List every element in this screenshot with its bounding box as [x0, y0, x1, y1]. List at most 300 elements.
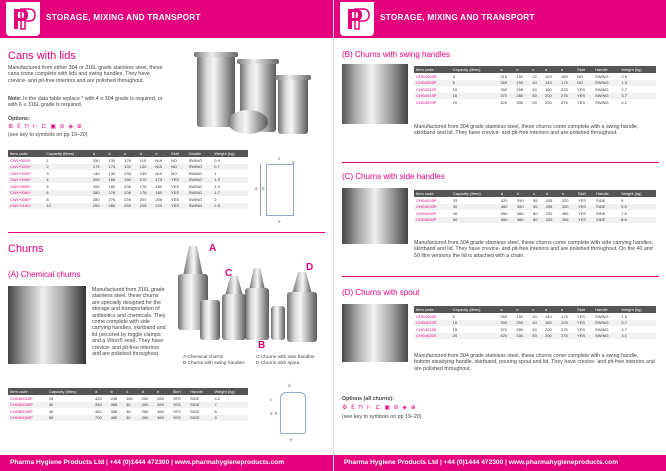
- side-table-body: [414, 197, 656, 223]
- table-cell: 40: [452, 210, 458, 216]
- cans-note-text: In the data table replace * with 4 ≡ 304 grade is required, or with 6 ≡ 316L grade is required.: [8, 96, 163, 109]
- table-cell: 480: [109, 415, 125, 422]
- table-cell: 260: [155, 402, 171, 409]
- table-cell: 280: [107, 203, 123, 210]
- table-cell: 225: [559, 320, 575, 327]
- table-cell: SIDE: [188, 415, 212, 422]
- table-cell: 360: [157, 408, 164, 414]
- table-cell: 700: [93, 415, 109, 422]
- item-code-cell: CWL*0080*: [10, 196, 31, 202]
- table-cell: 10: [452, 86, 458, 92]
- table-cell: 150: [543, 320, 559, 327]
- table-cell: 5: [451, 80, 499, 87]
- item-code-cell: CHG4005S: [416, 313, 437, 319]
- table-row: [8, 415, 248, 422]
- table-cell: 176: [138, 190, 154, 197]
- page-header: [334, 0, 666, 38]
- col-header: Item code: [8, 388, 47, 395]
- table-cell: SIDE: [190, 395, 200, 401]
- table-cell: YES: [169, 190, 187, 197]
- col-header: Item code: [8, 150, 44, 157]
- item-code-cell: CWL*0020*: [8, 164, 44, 171]
- table-cell: 275: [559, 333, 575, 340]
- table-cell: 120: [138, 164, 154, 171]
- col-header: c: [531, 190, 544, 197]
- table-cell: SIDE: [596, 197, 606, 203]
- table-cell: 170: [138, 177, 154, 184]
- col-header: d: [543, 66, 559, 73]
- table-cell: 258: [516, 86, 524, 92]
- cans-table-header: [8, 150, 248, 157]
- item-code-cell: CHG4025P: [416, 197, 437, 203]
- table-cell: 30: [124, 402, 140, 409]
- table-cell: 110: [139, 157, 147, 163]
- table-cell: 2.7: [621, 86, 627, 92]
- col-header: Handle: [593, 306, 619, 313]
- table-cell: SWING: [188, 170, 203, 176]
- table-cell: 140: [545, 313, 552, 319]
- table-cell: 260: [141, 408, 149, 414]
- item-code-cell: CHG4003P: [416, 73, 437, 79]
- table-cell: 120: [545, 73, 552, 79]
- table-cell: 265: [498, 80, 514, 87]
- table-cell: 80: [531, 217, 544, 224]
- table-cell: 2: [44, 164, 91, 171]
- churn-d-photo: [287, 292, 317, 342]
- cans-note: [8, 96, 168, 109]
- dim-label-b2: b: [275, 411, 278, 416]
- table-cell: 275: [559, 93, 575, 100]
- cans-options-ref: (see key to symbols on pp 19–20): [8, 132, 88, 138]
- table-cell: 205: [545, 197, 553, 203]
- table-cell: 480: [515, 217, 531, 224]
- churn-legend-left: [183, 355, 255, 367]
- table-cell: 50: [532, 99, 537, 105]
- dim-label-e: e: [278, 219, 281, 224]
- table-cell: SWING: [188, 196, 203, 202]
- table-cell: 200: [543, 93, 559, 100]
- table-cell: 160: [545, 86, 552, 92]
- table-cell: 355: [560, 217, 576, 224]
- table-cell: SIDE: [190, 408, 200, 414]
- table-cell: 250: [514, 320, 530, 327]
- table-cell: 125: [124, 157, 131, 163]
- options-all-ref: (see key to symbols on pp 19–20): [342, 414, 422, 420]
- table-cell: 2: [214, 196, 217, 202]
- item-code-cell: CHG4005P: [414, 80, 451, 87]
- item-code-cell: CHG60040P: [10, 408, 33, 414]
- table-cell: 220: [544, 217, 560, 224]
- table-cell: 175: [561, 313, 568, 319]
- col-header: a: [498, 306, 514, 313]
- table-cell: 425: [95, 395, 102, 401]
- col-header: a: [93, 388, 109, 395]
- table-cell: 330: [93, 402, 109, 409]
- table-row: [414, 217, 656, 224]
- table-cell: 215: [500, 73, 508, 79]
- cans-note-label: Note:: [8, 96, 22, 102]
- item-code-cell: CWL*0030*: [10, 170, 31, 176]
- table-cell: 135: [124, 170, 131, 176]
- table-cell: 55: [532, 197, 538, 203]
- table-cell: 30: [451, 204, 499, 211]
- table-cell: 275: [561, 326, 568, 332]
- table-cell: 220: [153, 203, 169, 210]
- table-cell: NO: [171, 157, 178, 163]
- churn-b-neck: [249, 268, 265, 290]
- col-header: Skirt: [575, 306, 593, 313]
- photo-letter-a: A: [209, 243, 217, 254]
- table-cell: 40: [532, 313, 537, 319]
- col-header: b: [514, 306, 530, 313]
- table-cell: 350: [515, 204, 531, 211]
- table-cell: YES: [172, 408, 181, 414]
- table-cell: 360: [155, 415, 171, 422]
- table-cell: 290: [91, 203, 107, 210]
- cans-options-icons: ⚙ ℇ ⊓ ⊢ ⊏ ▣ ⊘ ◈ ⊕: [8, 124, 83, 130]
- table-cell: 5: [452, 313, 455, 319]
- table-cell: YES: [575, 320, 593, 327]
- table-cell: 4.1: [621, 99, 627, 105]
- table-cell: 200: [141, 395, 149, 401]
- table-cell: 50: [47, 415, 93, 422]
- table-cell: 15: [452, 326, 458, 332]
- spout-table-body: [414, 313, 656, 339]
- item-code-cell: CHG4010S: [414, 320, 451, 327]
- side-churn-photo: [342, 188, 408, 244]
- table-cell: 280: [91, 190, 107, 197]
- chem-churns-table: [8, 388, 248, 421]
- table-cell: 1: [214, 170, 217, 176]
- table-cell: 200: [139, 196, 147, 202]
- table-cell: SIDE: [596, 210, 606, 216]
- table-cell: 206: [155, 196, 163, 202]
- col-header: Item code: [414, 306, 451, 313]
- table-cell: 15: [451, 93, 499, 100]
- table-cell: YES: [577, 99, 586, 105]
- table-cell: 2.7: [619, 320, 656, 327]
- table-cell: 9: [212, 415, 248, 422]
- table-cell: 225: [561, 86, 568, 92]
- cans-title: Cans with lids: [8, 50, 76, 62]
- table-cell: 190: [514, 80, 530, 87]
- dim-label-d: d: [292, 160, 295, 165]
- table-cell: 176: [139, 183, 147, 189]
- table-cell: NO: [169, 164, 187, 171]
- table-cell: YES: [171, 183, 180, 189]
- table-cell: SWING: [595, 99, 609, 105]
- table-cell: 150: [92, 157, 100, 163]
- table-cell: 30: [124, 415, 140, 422]
- table-cell: SWING: [187, 164, 213, 171]
- table-cell: 200: [543, 333, 559, 340]
- table-cell: 200: [140, 402, 156, 409]
- can-dimension-drawing: [266, 164, 294, 216]
- col-header: a: [91, 150, 107, 157]
- table-cell: 259: [122, 203, 138, 210]
- table-cell: 4.1: [619, 333, 656, 340]
- col-header: Weight (kg): [212, 388, 248, 395]
- table-cell: 290: [516, 197, 524, 203]
- col-header: Capacity (litres): [451, 190, 499, 197]
- table-cell: 40: [530, 320, 543, 327]
- table-cell: 2.5: [212, 203, 248, 210]
- table-cell: YES: [577, 210, 586, 216]
- table-cell: 200: [545, 326, 552, 332]
- dim-label-c2: c: [270, 397, 273, 402]
- table-cell: 0.7: [212, 164, 248, 171]
- table-cell: 30: [47, 402, 93, 409]
- table-cell: YES: [577, 197, 586, 203]
- table-cell: 330: [514, 333, 530, 340]
- table-cell: 25: [452, 197, 458, 203]
- dim-label-d2: d: [288, 383, 291, 388]
- cans-table-body: [8, 157, 248, 209]
- table-cell: 40: [532, 86, 537, 92]
- section-divider: [8, 232, 325, 233]
- churn-a-neck: [183, 246, 203, 276]
- col-header: b: [514, 66, 530, 73]
- col-header: e: [559, 66, 575, 73]
- spout-churns-title: (D) Churns with spout: [342, 288, 420, 297]
- table-cell: 173: [153, 177, 169, 184]
- table-cell: YES: [577, 313, 586, 319]
- table-cell: 1.3: [212, 177, 248, 184]
- table-cell: 3.7: [621, 326, 627, 332]
- table-cell: YES: [171, 402, 188, 409]
- item-code-cell: CHG4020P: [416, 99, 437, 105]
- table-cell: 5.5: [619, 204, 656, 211]
- col-header: Weight (kg): [619, 66, 656, 73]
- item-code-cell: CHG4020S: [414, 333, 451, 340]
- swing-table-header: [414, 66, 656, 73]
- chem-churn-photo: [8, 286, 86, 364]
- item-code-cell: CHG4050P: [414, 217, 451, 224]
- table-cell: 40: [48, 408, 54, 414]
- col-header: Handle: [188, 388, 212, 395]
- cans-table: [8, 150, 248, 209]
- photo-letter-c: C: [225, 268, 233, 279]
- table-cell: 15: [48, 395, 54, 401]
- table-cell: SWING: [593, 93, 619, 100]
- table-cell: 200: [91, 177, 107, 184]
- table-cell: 265: [500, 313, 508, 319]
- table-cell: SWING: [187, 177, 213, 184]
- col-header: Handle: [593, 66, 619, 73]
- col-header: d: [140, 388, 156, 395]
- table-cell: 175: [559, 80, 575, 87]
- table-cell: 388: [109, 402, 125, 409]
- table-cell: YES: [172, 395, 181, 401]
- cans-intro: Manufactured from either 304 or 316L grade stainless steel, these cans come complete with lids and swing handles. They have crevice- and pit-free interiors and are polished throughout.: [8, 65, 163, 84]
- legend-d: D Churns with spout: [256, 361, 300, 366]
- table-cell: 30: [126, 408, 131, 414]
- brand-logo: [340, 2, 374, 36]
- table-cell: 276: [107, 190, 123, 197]
- table-cell: 175: [91, 164, 107, 171]
- chem-churns-title: (A) Chemical churns: [8, 270, 81, 279]
- item-code-cell: CHG60050P: [8, 415, 47, 422]
- table-cell: 4.2: [214, 395, 220, 401]
- table-cell: 280: [514, 93, 530, 100]
- table-cell: YES: [169, 203, 187, 210]
- table-cell: 140: [543, 80, 559, 87]
- table-cell: SWING: [188, 183, 203, 189]
- col-header: Weight (kg): [619, 190, 656, 197]
- chem-churns-text: Manufactured from 316L grade stainless steel, these churns are specially designed for the storage and transportation of antibiotics and chemicals. They come complete with side carrying handles, skirtband and lid (secured by toggle clamps and a Viton® seal). They have crevice- and pit-free interiors and are polished throughout.: [92, 287, 166, 358]
- col-header: d: [138, 150, 154, 157]
- col-header: e: [155, 388, 171, 395]
- table-cell: 42: [532, 73, 537, 79]
- col-header: Handle: [594, 190, 619, 197]
- table-cell: 420: [500, 197, 508, 203]
- cans-options-label: Options:: [8, 116, 30, 122]
- table-cell: 248: [110, 395, 118, 401]
- table-cell: 7: [212, 402, 248, 409]
- table-cell: 190: [122, 177, 138, 184]
- col-header: d: [544, 190, 560, 197]
- table-cell: 280: [92, 196, 100, 202]
- col-header: Capacity (litres): [451, 306, 499, 313]
- swing-churns-table: [414, 66, 656, 106]
- table-cell: 7.8: [621, 210, 627, 216]
- section-divider: [342, 162, 659, 163]
- spout-table-header: [414, 306, 656, 313]
- table-cell: 360: [516, 210, 524, 216]
- table-cell: 8: [214, 408, 217, 414]
- table-cell: 370: [500, 326, 508, 332]
- spout-churns-text: Manufactured from 304 grade stainless steel, these churns come complete with a swing handle, bottom steadying handle, skirtband, pouring spout and lid. They have crevice- and pit-free interiors and are polished throughout.: [414, 353, 655, 372]
- table-cell: 206: [124, 183, 131, 189]
- table-cell: 1: [46, 157, 49, 163]
- page-footer: Pharma Hygiene Products Ltd | +44 (0)1444 472300 | www.pharmahygieneproducts.com: [334, 455, 666, 471]
- table-cell: YES: [577, 326, 586, 332]
- table-cell: 40: [532, 326, 537, 332]
- table-cell: 20: [451, 333, 499, 340]
- item-code-cell: CHG4015S: [416, 326, 437, 332]
- col-header: Skirt: [171, 388, 188, 395]
- brand-logo: [6, 2, 40, 36]
- churns-title: Churns: [8, 243, 44, 255]
- table-cell: SWING: [593, 80, 619, 87]
- table-cell: 320: [561, 197, 569, 203]
- swing-churns-text: Manufactured from 304 grade stainless steel, these churns come complete with a swing handle, skirtband and lid. They have crevice- and pit-free interiors and are polished throughout.: [414, 124, 639, 137]
- table-cell: 200: [92, 183, 100, 189]
- table-cell: 330: [500, 86, 508, 92]
- table-cell: 50: [451, 217, 499, 224]
- item-code-cell: CWL*0060*: [8, 190, 44, 197]
- table-cell: 190: [516, 73, 524, 79]
- table-cell: N/A: [155, 157, 163, 163]
- col-header: Item code: [414, 66, 451, 73]
- table-cell: 320: [560, 204, 576, 211]
- table-cell: 3: [452, 73, 455, 79]
- table-cell: 50: [530, 93, 543, 100]
- col-header: b: [515, 190, 531, 197]
- item-code-cell: CHG4030P: [414, 204, 451, 211]
- churn-d-neck: [292, 272, 312, 294]
- table-cell: 180: [108, 183, 116, 189]
- table-cell: NO: [577, 73, 584, 79]
- dim-line-a: [260, 164, 261, 216]
- legend-c: C Churns with side handles: [256, 355, 315, 360]
- side-table-header: [414, 190, 656, 197]
- col-header: Skirt: [169, 150, 187, 157]
- col-header: Weight (kg): [212, 150, 248, 157]
- dim-label-b: b: [262, 186, 265, 191]
- table-cell: 0.4: [214, 157, 220, 163]
- right-page: [333, 0, 666, 471]
- item-code-cell: CHG60015P: [10, 395, 33, 401]
- item-code-cell: CHG60030P: [8, 402, 47, 409]
- table-cell: SIDE: [188, 402, 212, 409]
- table-cell: SWING: [188, 157, 203, 163]
- table-cell: 155: [561, 73, 568, 79]
- col-header: c: [124, 388, 140, 395]
- section-divider: [342, 276, 659, 277]
- table-cell: 0.9: [621, 73, 627, 79]
- col-header: a: [499, 190, 515, 197]
- table-cell: YES: [575, 93, 593, 100]
- can-large-lid: [194, 52, 238, 57]
- table-cell: SWING: [595, 326, 609, 332]
- table-cell: 130: [108, 157, 116, 163]
- col-header: c: [530, 66, 543, 73]
- table-cell: SIDE: [594, 204, 619, 211]
- legend-b: B Churns with swing handles: [183, 361, 245, 366]
- table-cell: 1.5: [621, 313, 627, 319]
- table-cell: NO: [575, 80, 593, 87]
- table-cell: 160: [126, 395, 133, 401]
- col-header: Capacity (litres): [451, 66, 499, 73]
- col-header: Capacity (litres): [44, 150, 91, 157]
- side-churns-text: Manufactured from 304 grade stainless steel, these churns come complete with side carrying handles, skirtband and lid. They have crevice- and pit-free interiors and are polished throughout. On the 40 and 50 litre versions the lid is attached with a chain.: [414, 240, 654, 259]
- table-cell: 130: [122, 164, 138, 171]
- table-cell: 6: [44, 190, 91, 197]
- item-code-cell: CHG4010P: [416, 86, 437, 92]
- legend-a: A Chemical churns: [183, 355, 223, 360]
- table-cell: 420: [498, 333, 514, 340]
- churn-b-photo: [245, 288, 269, 340]
- churn-tiny-photo: [271, 306, 285, 340]
- table-cell: YES: [171, 196, 180, 202]
- table-cell: 182: [155, 183, 163, 189]
- table-cell: 550: [500, 210, 508, 216]
- churn-small-photo: [200, 300, 220, 340]
- table-cell: 370: [498, 93, 514, 100]
- col-header: b: [109, 388, 125, 395]
- col-header: Capacity (litres): [47, 388, 93, 395]
- table-cell: 1.3: [619, 80, 656, 87]
- table-cell: 180: [153, 190, 169, 197]
- table-cell: 55: [531, 204, 544, 211]
- table-cell: SWING: [593, 320, 619, 327]
- can-small-lid: [275, 75, 311, 80]
- chem-table-header: [8, 388, 248, 395]
- header-title: STORAGE, MIXING AND TRANSPORT: [46, 12, 201, 22]
- table-cell: 4: [44, 177, 91, 184]
- table-cell: 275: [561, 99, 568, 105]
- table-cell: SIDE: [594, 217, 619, 224]
- table-cell: 8: [46, 196, 49, 202]
- table-cell: 260: [140, 415, 156, 422]
- dim-label-a: a: [255, 186, 258, 191]
- churn-dimension-drawing: [280, 392, 306, 434]
- item-code-cell: CWL*0100*: [8, 203, 44, 210]
- table-cell: 280: [516, 326, 524, 332]
- churn-options-icons: ⚙ ℇ ⊓ ⊢ ⊏ ▣ ⊘ ◈ ⊕: [342, 405, 417, 411]
- col-header: Skirt: [576, 190, 594, 197]
